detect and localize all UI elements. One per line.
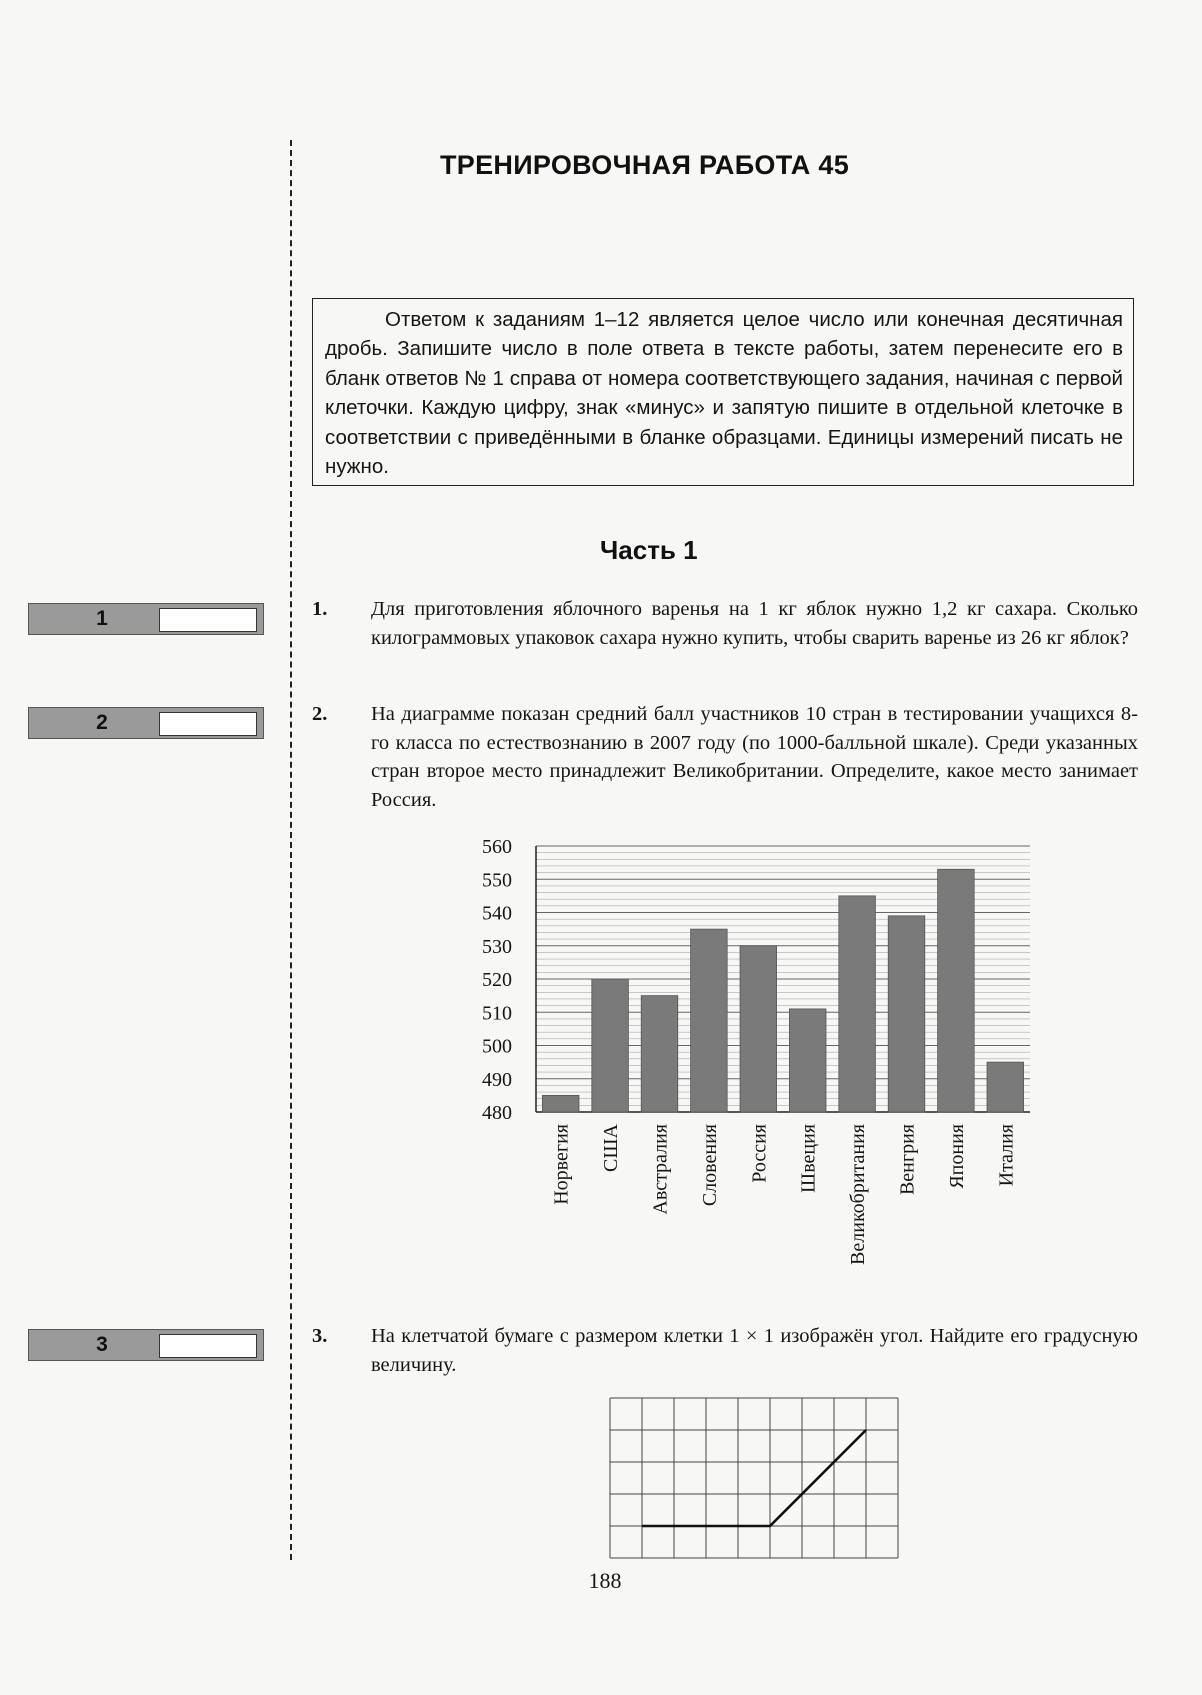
- x-category-label: Венгрия: [896, 1124, 919, 1196]
- answer-box-number: 2: [96, 711, 108, 734]
- task-text: Для приготовления яблочного варенья на 1 кг яблок нужно 1,2 кг сахара. Сколько килограммовых упаковок сахара нужно купить, чтобы сварить варенье из 26 кг яблок?: [371, 598, 1138, 649]
- y-tick-label: 480: [482, 1102, 512, 1124]
- y-tick-label: 550: [482, 869, 512, 892]
- task-3: [312, 1322, 1138, 1379]
- bar-8: [888, 916, 925, 1112]
- y-tick-label: 560: [482, 836, 512, 858]
- bar-1: [542, 1095, 579, 1112]
- x-category-label: Россия: [748, 1124, 771, 1183]
- answer-field-1[interactable]: [159, 608, 257, 632]
- y-tick-label: 520: [482, 969, 512, 991]
- bar-9: [938, 869, 975, 1112]
- task-2: [312, 700, 1138, 815]
- answer-field-2[interactable]: [159, 712, 257, 736]
- task-number: 2.: [312, 703, 328, 725]
- x-category-label: Япония: [945, 1124, 968, 1189]
- answer-box-2: [28, 707, 264, 739]
- x-category-label: США: [600, 1124, 623, 1172]
- angle-sides: [642, 1430, 866, 1526]
- x-category-label: Италия: [995, 1124, 1018, 1187]
- y-tick-label: 500: [482, 1035, 512, 1058]
- bar-5: [740, 946, 777, 1112]
- answer-box-number: 1: [96, 607, 108, 630]
- y-tick-label: 540: [482, 902, 512, 925]
- part-title: Часть 1: [600, 535, 698, 565]
- page-title: ТРЕНИРОВОЧНАЯ РАБОТА 45: [440, 150, 850, 180]
- bar-2: [592, 979, 629, 1112]
- task-text: На диаграмме показан средний балл участников 10 стран в тестировании учащихся 8-го класса по естествознанию в 2007 году (по 1000-балльной шкале). Среди указанных стран второе место принадлежит Великобритании. Определите, какое место занимает Россия.: [371, 703, 1138, 812]
- answer-field-3[interactable]: [159, 1334, 257, 1358]
- y-tick-label: 530: [482, 935, 512, 958]
- page-number: 188: [588, 1568, 622, 1593]
- instructions-box: [312, 298, 1134, 486]
- bar-3: [641, 996, 678, 1112]
- cut-line: [290, 140, 292, 1560]
- x-category-label: Норвегия: [550, 1124, 573, 1205]
- task-1: [312, 595, 1138, 652]
- bar-chart: [456, 832, 1036, 1302]
- answer-box-3: [28, 1329, 264, 1361]
- x-category-label: Словения: [698, 1124, 721, 1207]
- y-tick-label: 490: [482, 1068, 512, 1091]
- x-category-label: Великобритания: [847, 1124, 870, 1265]
- bar-6: [789, 1009, 826, 1112]
- angle-grid-figure: [606, 1394, 901, 1559]
- x-category-label: Австралия: [649, 1124, 672, 1215]
- instructions-text: Ответом к заданиям 1–12 является целое число или конечная десятичная дробь. Запишите число в поле ответа в тексте работы, затем перенесите его в бланк ответов № 1 справа от номера соответствующего задания, начиная с первой клеточки. Каждую цифру, знак «минус» и запятую пишите в отдельной клеточке в соответствии с приведёнными в бланке образцами. Единицы измерений писать не нужно.: [325, 308, 1123, 479]
- y-tick-label: 510: [482, 1002, 512, 1025]
- answer-box-number: 3: [96, 1333, 108, 1356]
- bar-4: [691, 929, 728, 1112]
- x-category-label: Швеция: [797, 1124, 820, 1193]
- bar-10: [987, 1062, 1024, 1112]
- bar-7: [839, 896, 876, 1112]
- task-number: 1.: [312, 598, 328, 620]
- task-text: На клетчатой бумаге с размером клетки 1 × 1 изображён угол. Найдите его градусную величину.: [371, 1325, 1138, 1376]
- task-number: 3.: [312, 1325, 328, 1347]
- answer-box-1: [28, 603, 264, 635]
